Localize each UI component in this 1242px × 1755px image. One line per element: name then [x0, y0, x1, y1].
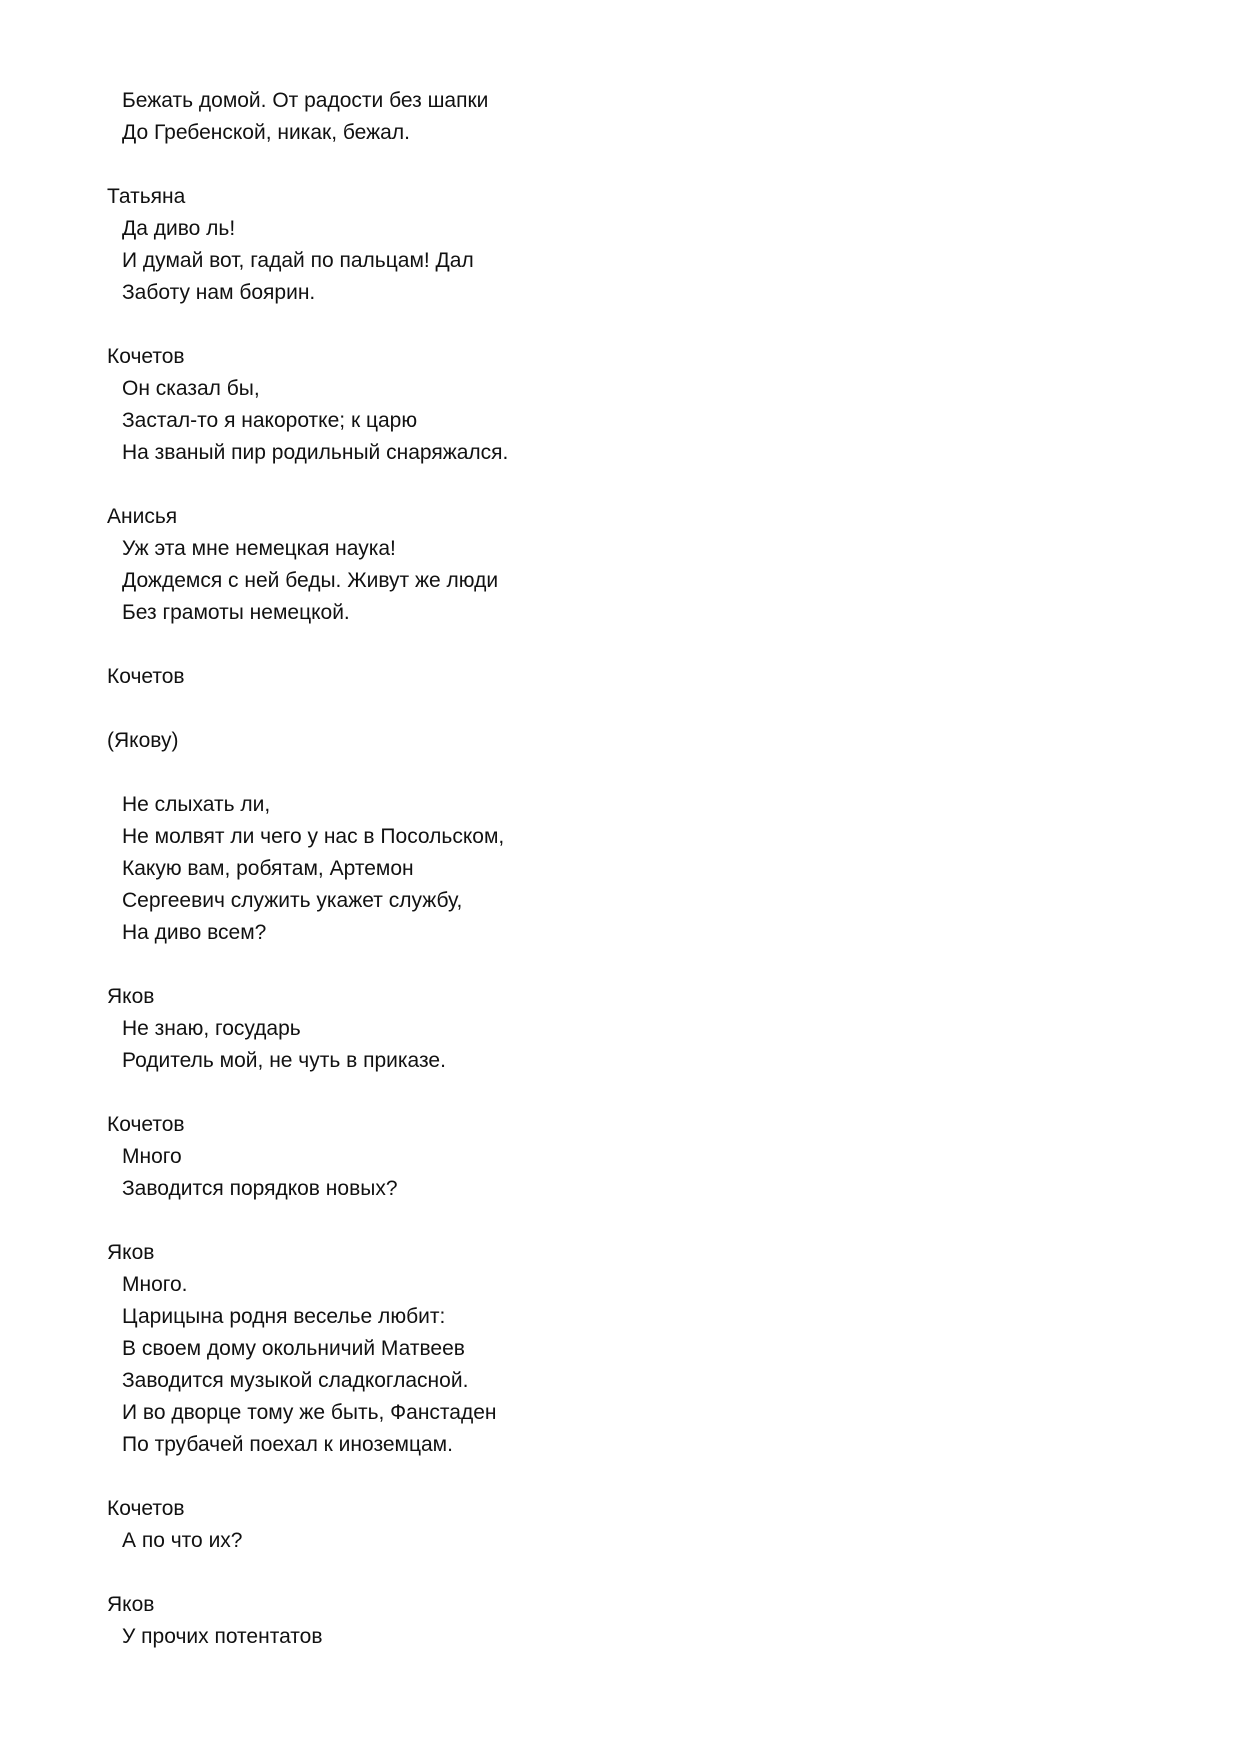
speaker-name: Татьяна — [107, 185, 186, 208]
verse-line: Без грамоты немецкой. — [122, 601, 350, 624]
verse-line: На званый пир родильный снаряжался. — [122, 441, 509, 464]
verse-line: А по что их? — [122, 1529, 243, 1552]
speaker-name: Кочетов — [107, 1497, 185, 1520]
verse-line: Уж эта мне немецкая наука! — [122, 537, 396, 560]
verse-line: Заводится музыкой сладкогласной. — [122, 1369, 469, 1392]
verse-line: В своем дому окольничий Матвеев — [122, 1337, 465, 1360]
verse-line: Сергеевич служить укажет службу, — [122, 889, 463, 912]
verse-line: Заботу нам боярин. — [122, 281, 316, 304]
verse-line: Много. — [122, 1273, 188, 1296]
speaker-name: Анисья — [107, 505, 178, 528]
verse-line: У прочих потентатов — [122, 1625, 323, 1648]
verse-line: Какую вам, робятам, Артемон — [122, 857, 414, 880]
speaker-name: Кочетов — [107, 1113, 185, 1136]
speaker-name: Яков — [107, 1593, 155, 1616]
verse-line: Застал-то я накоротке; к царю — [122, 409, 418, 432]
verse-line: На диво всем? — [122, 921, 267, 944]
speaker-name: Яков — [107, 985, 155, 1008]
verse-line: До Гребенской, никак, бежал. — [122, 121, 410, 144]
verse-line: И думай вот, гадай по пальцам! Дал — [122, 249, 474, 272]
speaker-name: Кочетов — [107, 345, 185, 368]
speaker-name: Яков — [107, 1241, 155, 1264]
verse-line: Много — [122, 1145, 182, 1168]
verse-line: Да диво ль! — [122, 217, 236, 240]
verse-line: Родитель мой, не чуть в приказе. — [122, 1049, 446, 1072]
verse-line: Бежать домой. От радости без шапки — [122, 89, 489, 112]
verse-line: Не молвят ли чего у нас в Посольском, — [122, 825, 505, 848]
verse-line: Царицына родня веселье любит: — [122, 1305, 446, 1328]
verse-line: Он сказал бы, — [122, 377, 260, 400]
speaker-name: Кочетов — [107, 665, 185, 688]
verse-line: Не слыхать ли, — [122, 793, 271, 816]
stage-direction: (Якову) — [107, 729, 179, 752]
verse-line: Дождемся с ней беды. Живут же люди — [122, 569, 499, 592]
verse-line: По трубачей поехал к иноземцам. — [122, 1433, 453, 1456]
verse-line: Не знаю, государь — [122, 1017, 301, 1040]
verse-line: И во дворце тому же быть, Фанстаден — [122, 1401, 497, 1424]
verse-line: Заводится порядков новых? — [122, 1177, 398, 1200]
